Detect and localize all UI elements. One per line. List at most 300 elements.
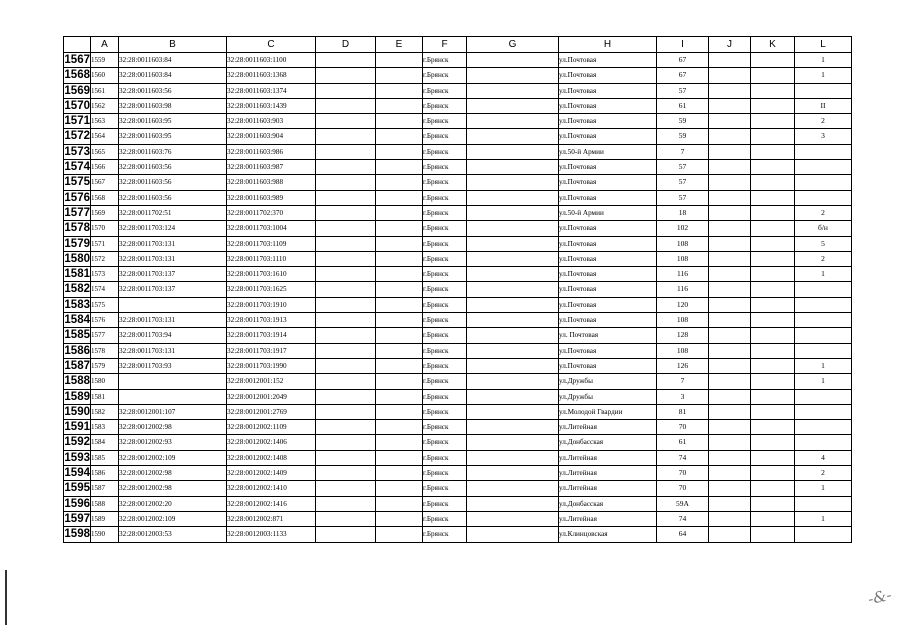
cell-c[interactable]: 32:28:0012001:2049	[227, 389, 316, 404]
cell-b[interactable]: 32:28:0011603:56	[119, 175, 227, 190]
cell-a[interactable]: 1561	[91, 83, 119, 98]
cell-d[interactable]	[316, 435, 376, 450]
cell-b[interactable]: 32:28:0011703:93	[119, 358, 227, 373]
cell-i[interactable]: 120	[657, 297, 709, 312]
cell-c[interactable]: 32:28:0011703:1004	[227, 221, 316, 236]
cell-f[interactable]: г.Брянск	[423, 221, 467, 236]
cell-f[interactable]: г.Брянск	[423, 68, 467, 83]
cell-a[interactable]: 1566	[91, 160, 119, 175]
row-number-cell[interactable]: 1570	[64, 99, 90, 112]
cell-e[interactable]	[376, 404, 423, 419]
row-number-cell[interactable]: 1574	[64, 161, 90, 174]
cell-c[interactable]: 32:28:0012002:1109	[227, 420, 316, 435]
cell-d[interactable]	[316, 129, 376, 144]
cell-j[interactable]	[709, 374, 751, 389]
cell-k[interactable]	[751, 160, 795, 175]
cell-d[interactable]	[316, 53, 376, 68]
cell-j[interactable]	[709, 236, 751, 251]
cell-i[interactable]: 70	[657, 420, 709, 435]
cell-i[interactable]: 116	[657, 282, 709, 297]
cell-l[interactable]: 4	[795, 450, 852, 465]
cell-k[interactable]	[751, 251, 795, 266]
cell-c[interactable]: 32:28:0011603:1368	[227, 68, 316, 83]
cell-f[interactable]: г.Брянск	[423, 114, 467, 129]
cell-f[interactable]: г.Брянск	[423, 404, 467, 419]
cell-i[interactable]: 61	[657, 98, 709, 113]
cell-j[interactable]	[709, 297, 751, 312]
cell-h[interactable]: ул.Литейная	[559, 481, 657, 496]
cell-g[interactable]	[467, 389, 559, 404]
cell-d[interactable]	[316, 358, 376, 373]
cell-f[interactable]: г.Брянск	[423, 374, 467, 389]
cell-e[interactable]	[376, 420, 423, 435]
cell-d[interactable]	[316, 511, 376, 526]
cell-a[interactable]: 1562	[91, 98, 119, 113]
cell-l[interactable]: 3	[795, 129, 852, 144]
column-header-a[interactable]: A	[91, 37, 119, 53]
cell-e[interactable]	[376, 374, 423, 389]
cell-j[interactable]	[709, 420, 751, 435]
cell-h[interactable]: ул.Почтовая	[559, 129, 657, 144]
cell-c[interactable]: 32:28:0011603:987	[227, 160, 316, 175]
cell-j[interactable]	[709, 190, 751, 205]
row-number-cell[interactable]: 1578	[64, 222, 90, 235]
cell-i[interactable]: 7	[657, 144, 709, 159]
cell-h[interactable]: ул.50-й Армии	[559, 205, 657, 220]
cell-j[interactable]	[709, 160, 751, 175]
cell-c[interactable]: 32:28:0011603:903	[227, 114, 316, 129]
column-header-k[interactable]: K	[751, 37, 795, 53]
cell-b[interactable]: 32:28:0011703:137	[119, 282, 227, 297]
cell-h[interactable]: ул.Почтовая	[559, 343, 657, 358]
cell-l[interactable]	[795, 420, 852, 435]
row-number-cell[interactable]: 1568	[64, 69, 90, 82]
cell-h[interactable]: ул. Почтовая	[559, 328, 657, 343]
cell-f[interactable]: г.Брянск	[423, 160, 467, 175]
cell-e[interactable]	[376, 282, 423, 297]
cell-j[interactable]	[709, 313, 751, 328]
cell-k[interactable]	[751, 511, 795, 526]
cell-j[interactable]	[709, 511, 751, 526]
cell-b[interactable]: 32:28:0012002:20	[119, 496, 227, 511]
cell-g[interactable]	[467, 450, 559, 465]
row-number-cell[interactable]: 1582	[64, 283, 90, 296]
cell-a[interactable]: 1563	[91, 114, 119, 129]
cell-h[interactable]: ул.Дружбы	[559, 389, 657, 404]
row-number-cell[interactable]: 1585	[64, 329, 90, 342]
cell-i[interactable]: 57	[657, 175, 709, 190]
cell-e[interactable]	[376, 481, 423, 496]
cell-e[interactable]	[376, 297, 423, 312]
cell-a[interactable]: 1565	[91, 144, 119, 159]
cell-l[interactable]: б/н	[795, 221, 852, 236]
cell-c[interactable]: 32:28:0011603:1100	[227, 53, 316, 68]
cell-g[interactable]	[467, 343, 559, 358]
cell-l[interactable]	[795, 175, 852, 190]
cell-f[interactable]: г.Брянск	[423, 389, 467, 404]
cell-f[interactable]: г.Брянск	[423, 251, 467, 266]
cell-f[interactable]: г.Брянск	[423, 481, 467, 496]
cell-c[interactable]: 32:28:0012002:1406	[227, 435, 316, 450]
cell-d[interactable]	[316, 205, 376, 220]
column-header-f[interactable]: F	[423, 37, 467, 53]
cell-i[interactable]: 108	[657, 236, 709, 251]
row-number-cell[interactable]: 1589	[64, 390, 90, 403]
cell-l[interactable]	[795, 160, 852, 175]
cell-e[interactable]	[376, 53, 423, 68]
cell-i[interactable]: 59	[657, 129, 709, 144]
cell-i[interactable]: 81	[657, 404, 709, 419]
row-number-cell[interactable]: 1575	[64, 176, 90, 189]
cell-g[interactable]	[467, 328, 559, 343]
cell-g[interactable]	[467, 358, 559, 373]
cell-l[interactable]: 2	[795, 251, 852, 266]
row-number-cell[interactable]: 1584	[64, 314, 90, 327]
cell-f[interactable]: г.Брянск	[423, 190, 467, 205]
cell-b[interactable]	[119, 297, 227, 312]
cell-i[interactable]: 108	[657, 251, 709, 266]
cell-g[interactable]	[467, 527, 559, 542]
cell-j[interactable]	[709, 144, 751, 159]
cell-g[interactable]	[467, 221, 559, 236]
cell-l[interactable]	[795, 435, 852, 450]
cell-a[interactable]: 1573	[91, 267, 119, 282]
cell-j[interactable]	[709, 496, 751, 511]
cell-b[interactable]: 32:28:0012002:109	[119, 450, 227, 465]
cell-e[interactable]	[376, 205, 423, 220]
cell-a[interactable]: 1580	[91, 374, 119, 389]
cell-k[interactable]	[751, 236, 795, 251]
cell-h[interactable]: ул.Клинцовская	[559, 527, 657, 542]
cell-g[interactable]	[467, 251, 559, 266]
cell-a[interactable]: 1587	[91, 481, 119, 496]
row-number-cell[interactable]: 1595	[64, 482, 90, 495]
cell-l[interactable]: 5	[795, 236, 852, 251]
cell-k[interactable]	[751, 190, 795, 205]
cell-b[interactable]: 32:28:0012002:98	[119, 420, 227, 435]
row-number-cell[interactable]: 1590	[64, 405, 90, 418]
cell-k[interactable]	[751, 374, 795, 389]
cell-b[interactable]: 32:28:0011603:56	[119, 190, 227, 205]
cell-a[interactable]: 1577	[91, 328, 119, 343]
cell-j[interactable]	[709, 83, 751, 98]
corner-header-cell[interactable]	[64, 37, 91, 53]
cell-b[interactable]: 32:28:0012001:107	[119, 404, 227, 419]
row-number-cell[interactable]: 1592	[64, 436, 90, 449]
cell-b[interactable]: 32:28:0011603:84	[119, 68, 227, 83]
cell-f[interactable]: г.Брянск	[423, 282, 467, 297]
cell-g[interactable]	[467, 83, 559, 98]
cell-k[interactable]	[751, 496, 795, 511]
cell-b[interactable]: 32:28:0012002:93	[119, 435, 227, 450]
cell-k[interactable]	[751, 282, 795, 297]
cell-l[interactable]: 1	[795, 481, 852, 496]
row-number-cell[interactable]: 1571	[64, 115, 90, 128]
cell-c[interactable]: 32:28:0011702:370	[227, 205, 316, 220]
cell-j[interactable]	[709, 282, 751, 297]
cell-i[interactable]: 74	[657, 450, 709, 465]
cell-f[interactable]: г.Брянск	[423, 435, 467, 450]
row-number-cell[interactable]: 1593	[64, 451, 90, 464]
cell-f[interactable]: г.Брянск	[423, 98, 467, 113]
cell-f[interactable]: г.Брянск	[423, 175, 467, 190]
cell-l[interactable]: II	[795, 98, 852, 113]
cell-e[interactable]	[376, 114, 423, 129]
cell-e[interactable]	[376, 450, 423, 465]
cell-k[interactable]	[751, 450, 795, 465]
cell-l[interactable]: 2	[795, 205, 852, 220]
cell-a[interactable]: 1581	[91, 389, 119, 404]
row-number-cell[interactable]: 1597	[64, 512, 90, 525]
cell-e[interactable]	[376, 527, 423, 542]
cell-l[interactable]	[795, 389, 852, 404]
cell-j[interactable]	[709, 53, 751, 68]
cell-i[interactable]: 74	[657, 511, 709, 526]
cell-h[interactable]: ул.Почтовая	[559, 282, 657, 297]
cell-f[interactable]: г.Брянск	[423, 205, 467, 220]
cell-d[interactable]	[316, 297, 376, 312]
cell-h[interactable]: ул.Почтовая	[559, 297, 657, 312]
row-number-cell[interactable]: 1596	[64, 497, 90, 510]
cell-k[interactable]	[751, 466, 795, 481]
cell-j[interactable]	[709, 343, 751, 358]
cell-e[interactable]	[376, 68, 423, 83]
cell-h[interactable]: ул.Литейная	[559, 511, 657, 526]
row-number-cell[interactable]: 1587	[64, 359, 90, 372]
cell-d[interactable]	[316, 190, 376, 205]
cell-i[interactable]: 70	[657, 481, 709, 496]
cell-k[interactable]	[751, 420, 795, 435]
cell-j[interactable]	[709, 435, 751, 450]
row-number-cell[interactable]: 1573	[64, 145, 90, 158]
cell-i[interactable]: 59	[657, 114, 709, 129]
cell-g[interactable]	[467, 267, 559, 282]
column-header-e[interactable]: E	[376, 37, 423, 53]
cell-e[interactable]	[376, 511, 423, 526]
cell-k[interactable]	[751, 83, 795, 98]
cell-l[interactable]	[795, 83, 852, 98]
cell-e[interactable]	[376, 160, 423, 175]
cell-d[interactable]	[316, 313, 376, 328]
cell-c[interactable]: 32:28:0012002:1408	[227, 450, 316, 465]
cell-d[interactable]	[316, 420, 376, 435]
cell-b[interactable]: 32:28:0011703:124	[119, 221, 227, 236]
cell-i[interactable]: 57	[657, 83, 709, 98]
cell-b[interactable]: 32:28:0012002:98	[119, 481, 227, 496]
cell-c[interactable]: 32:28:0011603:904	[227, 129, 316, 144]
cell-c[interactable]: 32:28:0011703:1910	[227, 297, 316, 312]
cell-a[interactable]: 1584	[91, 435, 119, 450]
cell-h[interactable]: ул.Молодой Гвардии	[559, 404, 657, 419]
cell-h[interactable]: ул.Почтовая	[559, 236, 657, 251]
cell-b[interactable]: 32:28:0011703:131	[119, 236, 227, 251]
cell-a[interactable]: 1572	[91, 251, 119, 266]
cell-i[interactable]: 18	[657, 205, 709, 220]
cell-k[interactable]	[751, 297, 795, 312]
cell-c[interactable]: 32:28:0011603:1439	[227, 98, 316, 113]
cell-e[interactable]	[376, 313, 423, 328]
cell-b[interactable]: 32:28:0011603:56	[119, 160, 227, 175]
cell-h[interactable]: ул.Почтовая	[559, 98, 657, 113]
cell-k[interactable]	[751, 313, 795, 328]
cell-g[interactable]	[467, 129, 559, 144]
cell-g[interactable]	[467, 160, 559, 175]
cell-d[interactable]	[316, 68, 376, 83]
cell-j[interactable]	[709, 114, 751, 129]
cell-k[interactable]	[751, 53, 795, 68]
cell-g[interactable]	[467, 297, 559, 312]
cell-i[interactable]: 108	[657, 343, 709, 358]
cell-i[interactable]: 59А	[657, 496, 709, 511]
cell-h[interactable]: ул.Почтовая	[559, 221, 657, 236]
cell-e[interactable]	[376, 190, 423, 205]
row-number-cell[interactable]: 1581	[64, 268, 90, 281]
cell-d[interactable]	[316, 267, 376, 282]
cell-b[interactable]: 32:28:0011603:95	[119, 114, 227, 129]
cell-e[interactable]	[376, 83, 423, 98]
cell-d[interactable]	[316, 221, 376, 236]
cell-j[interactable]	[709, 267, 751, 282]
cell-g[interactable]	[467, 236, 559, 251]
cell-a[interactable]: 1589	[91, 511, 119, 526]
cell-c[interactable]: 32:28:0011703:1625	[227, 282, 316, 297]
cell-g[interactable]	[467, 68, 559, 83]
cell-a[interactable]: 1588	[91, 496, 119, 511]
cell-a[interactable]: 1578	[91, 343, 119, 358]
cell-b[interactable]: 32:28:0011703:131	[119, 313, 227, 328]
cell-a[interactable]: 1560	[91, 68, 119, 83]
row-number-cell[interactable]: 1577	[64, 206, 90, 219]
cell-j[interactable]	[709, 358, 751, 373]
cell-l[interactable]	[795, 404, 852, 419]
cell-f[interactable]: г.Брянск	[423, 527, 467, 542]
cell-e[interactable]	[376, 358, 423, 373]
cell-g[interactable]	[467, 98, 559, 113]
cell-d[interactable]	[316, 466, 376, 481]
cell-c[interactable]: 32:28:0012001:152	[227, 374, 316, 389]
cell-k[interactable]	[751, 267, 795, 282]
cell-c[interactable]: 32:28:0012002:1410	[227, 481, 316, 496]
cell-b[interactable]: 32:28:0012002:109	[119, 511, 227, 526]
row-number-cell[interactable]: 1579	[64, 237, 90, 250]
cell-c[interactable]: 32:28:0012002:1416	[227, 496, 316, 511]
cell-a[interactable]: 1574	[91, 282, 119, 297]
cell-e[interactable]	[376, 466, 423, 481]
cell-c[interactable]: 32:28:0012003:1133	[227, 527, 316, 542]
cell-k[interactable]	[751, 98, 795, 113]
cell-i[interactable]: 128	[657, 328, 709, 343]
cell-c[interactable]: 32:28:0011603:988	[227, 175, 316, 190]
cell-l[interactable]: 1	[795, 511, 852, 526]
cell-a[interactable]: 1567	[91, 175, 119, 190]
cell-f[interactable]: г.Брянск	[423, 511, 467, 526]
cell-l[interactable]: 1	[795, 358, 852, 373]
cell-l[interactable]: 1	[795, 374, 852, 389]
cell-e[interactable]	[376, 343, 423, 358]
cell-g[interactable]	[467, 175, 559, 190]
cell-d[interactable]	[316, 251, 376, 266]
column-header-j[interactable]: J	[709, 37, 751, 53]
row-number-cell[interactable]: 1586	[64, 344, 90, 357]
cell-j[interactable]	[709, 175, 751, 190]
cell-b[interactable]: 32:28:0011603:84	[119, 53, 227, 68]
cell-b[interactable]: 32:28:0011703:131	[119, 251, 227, 266]
cell-k[interactable]	[751, 435, 795, 450]
cell-k[interactable]	[751, 221, 795, 236]
cell-i[interactable]: 61	[657, 435, 709, 450]
cell-g[interactable]	[467, 190, 559, 205]
cell-f[interactable]: г.Брянск	[423, 358, 467, 373]
cell-a[interactable]: 1569	[91, 205, 119, 220]
cell-j[interactable]	[709, 404, 751, 419]
cell-g[interactable]	[467, 374, 559, 389]
cell-d[interactable]	[316, 328, 376, 343]
cell-d[interactable]	[316, 496, 376, 511]
cell-e[interactable]	[376, 435, 423, 450]
cell-a[interactable]: 1559	[91, 53, 119, 68]
cell-k[interactable]	[751, 205, 795, 220]
cell-g[interactable]	[467, 466, 559, 481]
cell-c[interactable]: 32:28:0011703:1913	[227, 313, 316, 328]
cell-e[interactable]	[376, 389, 423, 404]
cell-h[interactable]: ул.Почтовая	[559, 160, 657, 175]
cell-h[interactable]: ул.Почтовая	[559, 358, 657, 373]
cell-l[interactable]	[795, 496, 852, 511]
cell-j[interactable]	[709, 68, 751, 83]
cell-l[interactable]	[795, 343, 852, 358]
cell-l[interactable]	[795, 297, 852, 312]
cell-i[interactable]: 64	[657, 527, 709, 542]
cell-l[interactable]: 2	[795, 466, 852, 481]
cell-g[interactable]	[467, 404, 559, 419]
cell-b[interactable]	[119, 389, 227, 404]
row-number-cell[interactable]: 1580	[64, 252, 90, 265]
cell-f[interactable]: г.Брянск	[423, 297, 467, 312]
cell-h[interactable]: ул.Почтовая	[559, 114, 657, 129]
cell-f[interactable]: г.Брянск	[423, 144, 467, 159]
cell-h[interactable]: ул.Почтовая	[559, 83, 657, 98]
cell-a[interactable]: 1571	[91, 236, 119, 251]
cell-a[interactable]: 1576	[91, 313, 119, 328]
cell-e[interactable]	[376, 129, 423, 144]
cell-l[interactable]	[795, 328, 852, 343]
cell-f[interactable]: г.Брянск	[423, 83, 467, 98]
cell-l[interactable]: 2	[795, 114, 852, 129]
cell-j[interactable]	[709, 481, 751, 496]
cell-d[interactable]	[316, 343, 376, 358]
cell-g[interactable]	[467, 496, 559, 511]
cell-b[interactable]: 32:28:0011703:94	[119, 328, 227, 343]
cell-f[interactable]: г.Брянск	[423, 496, 467, 511]
cell-h[interactable]: ул.Почтовая	[559, 313, 657, 328]
cell-e[interactable]	[376, 175, 423, 190]
cell-c[interactable]: 32:28:0011603:989	[227, 190, 316, 205]
cell-c[interactable]: 32:28:0011703:1109	[227, 236, 316, 251]
cell-j[interactable]	[709, 205, 751, 220]
cell-i[interactable]: 116	[657, 267, 709, 282]
cell-c[interactable]: 32:28:0011703:1990	[227, 358, 316, 373]
cell-h[interactable]: ул.Дружбы	[559, 374, 657, 389]
cell-b[interactable]: 32:28:0011703:137	[119, 267, 227, 282]
cell-c[interactable]: 32:28:0011703:1914	[227, 328, 316, 343]
cell-b[interactable]: 32:28:0011702:51	[119, 205, 227, 220]
cell-b[interactable]: 32:28:0012003:53	[119, 527, 227, 542]
cell-g[interactable]	[467, 481, 559, 496]
cell-e[interactable]	[376, 267, 423, 282]
cell-e[interactable]	[376, 98, 423, 113]
cell-k[interactable]	[751, 343, 795, 358]
cell-d[interactable]	[316, 374, 376, 389]
